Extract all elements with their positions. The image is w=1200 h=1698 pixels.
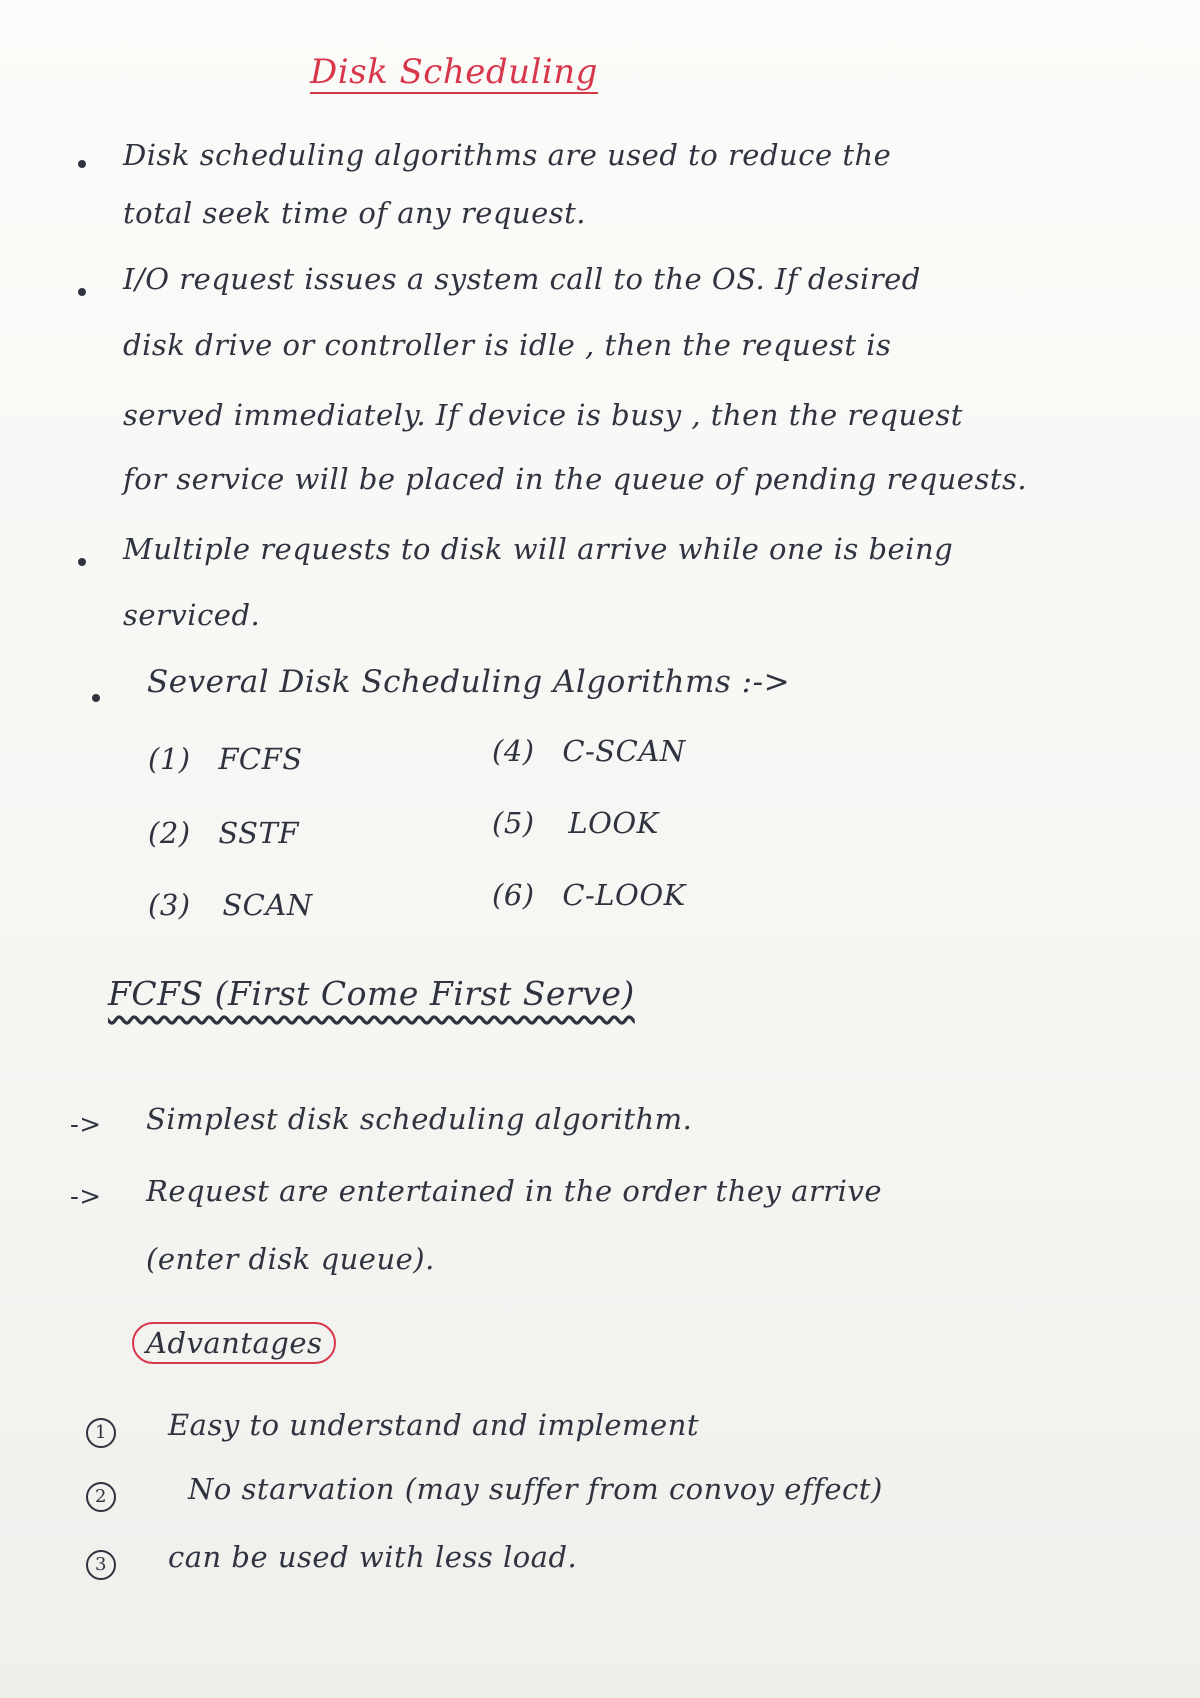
algorithm-item: [148, 742, 303, 777]
bullet-2-line-2: disk drive or controller is idle , then the request is: [123, 328, 892, 362]
advantage-1: Easy to understand and implement: [168, 1408, 700, 1442]
fcfs-heading-text: FCFS (First Come First Serve): [108, 974, 635, 1013]
fcfs-point-2-line-1: Request are entertained in the order they arrive: [146, 1174, 882, 1208]
fcfs-point-2-line-2: (enter disk queue).: [146, 1242, 435, 1276]
algorithm-name: FCFS: [218, 742, 303, 776]
algorithm-item: [148, 816, 299, 851]
bullet-dot: [78, 288, 86, 296]
advantage-2: No starvation (may suffer from convoy effect): [188, 1472, 883, 1506]
algorithm-item: [492, 734, 686, 769]
algorithm-number: (1): [148, 742, 191, 776]
bullet-4-line-1: Several Disk Scheduling Algorithms :->: [147, 664, 791, 700]
page-title: [310, 52, 598, 93]
algorithm-number: (3): [148, 888, 191, 922]
bullet-2-line-4: for service will be placed in the queue of pending requests.: [123, 462, 1028, 496]
advantage-3: can be used with less load.: [168, 1540, 578, 1574]
algorithm-item: [492, 878, 686, 913]
algorithm-number: (6): [492, 878, 535, 912]
bullet-dot: [92, 694, 100, 702]
number-circle-icon: 1: [86, 1418, 116, 1448]
algorithm-name: LOOK: [568, 806, 659, 840]
advantages-label: [132, 1326, 336, 1361]
algorithm-item: [492, 806, 659, 841]
arrow-icon: ->: [70, 1110, 102, 1140]
bullet-2-line-3: served immediately. If device is busy , then the request: [123, 398, 963, 432]
algorithm-name: C-SCAN: [562, 734, 686, 768]
page-title-text: Disk Scheduling: [310, 52, 598, 92]
fcfs-point-1-line-1: Simplest disk scheduling algorithm.: [146, 1102, 693, 1136]
algorithm-name: C-LOOK: [562, 878, 686, 912]
algorithm-number: (5): [492, 806, 535, 840]
bullet-3-line-1: Multiple requests to disk will arrive while one is being: [123, 532, 954, 566]
bullet-3-line-2: serviced.: [123, 598, 261, 632]
bullet-dot: [78, 558, 86, 566]
arrow-icon: ->: [70, 1182, 102, 1212]
bullet-1-line-2: total seek time of any request.: [123, 196, 587, 230]
algorithm-item: [148, 888, 313, 923]
algorithm-number: (4): [492, 734, 535, 768]
advantages-label-text: Advantages: [132, 1322, 336, 1364]
algorithm-number: (2): [148, 816, 191, 850]
bullet-dot: [78, 160, 86, 168]
number-circle-icon: 2: [86, 1482, 116, 1512]
number-circle-icon: 3: [86, 1550, 116, 1580]
bullet-1-line-1: Disk scheduling algorithms are used to reduce the: [123, 138, 892, 172]
bullet-2-line-1: I/O request issues a system call to the OS. If desired: [123, 262, 921, 296]
fcfs-heading: [108, 974, 635, 1014]
algorithm-name: SCAN: [222, 888, 313, 922]
algorithm-name: SSTF: [218, 816, 300, 850]
